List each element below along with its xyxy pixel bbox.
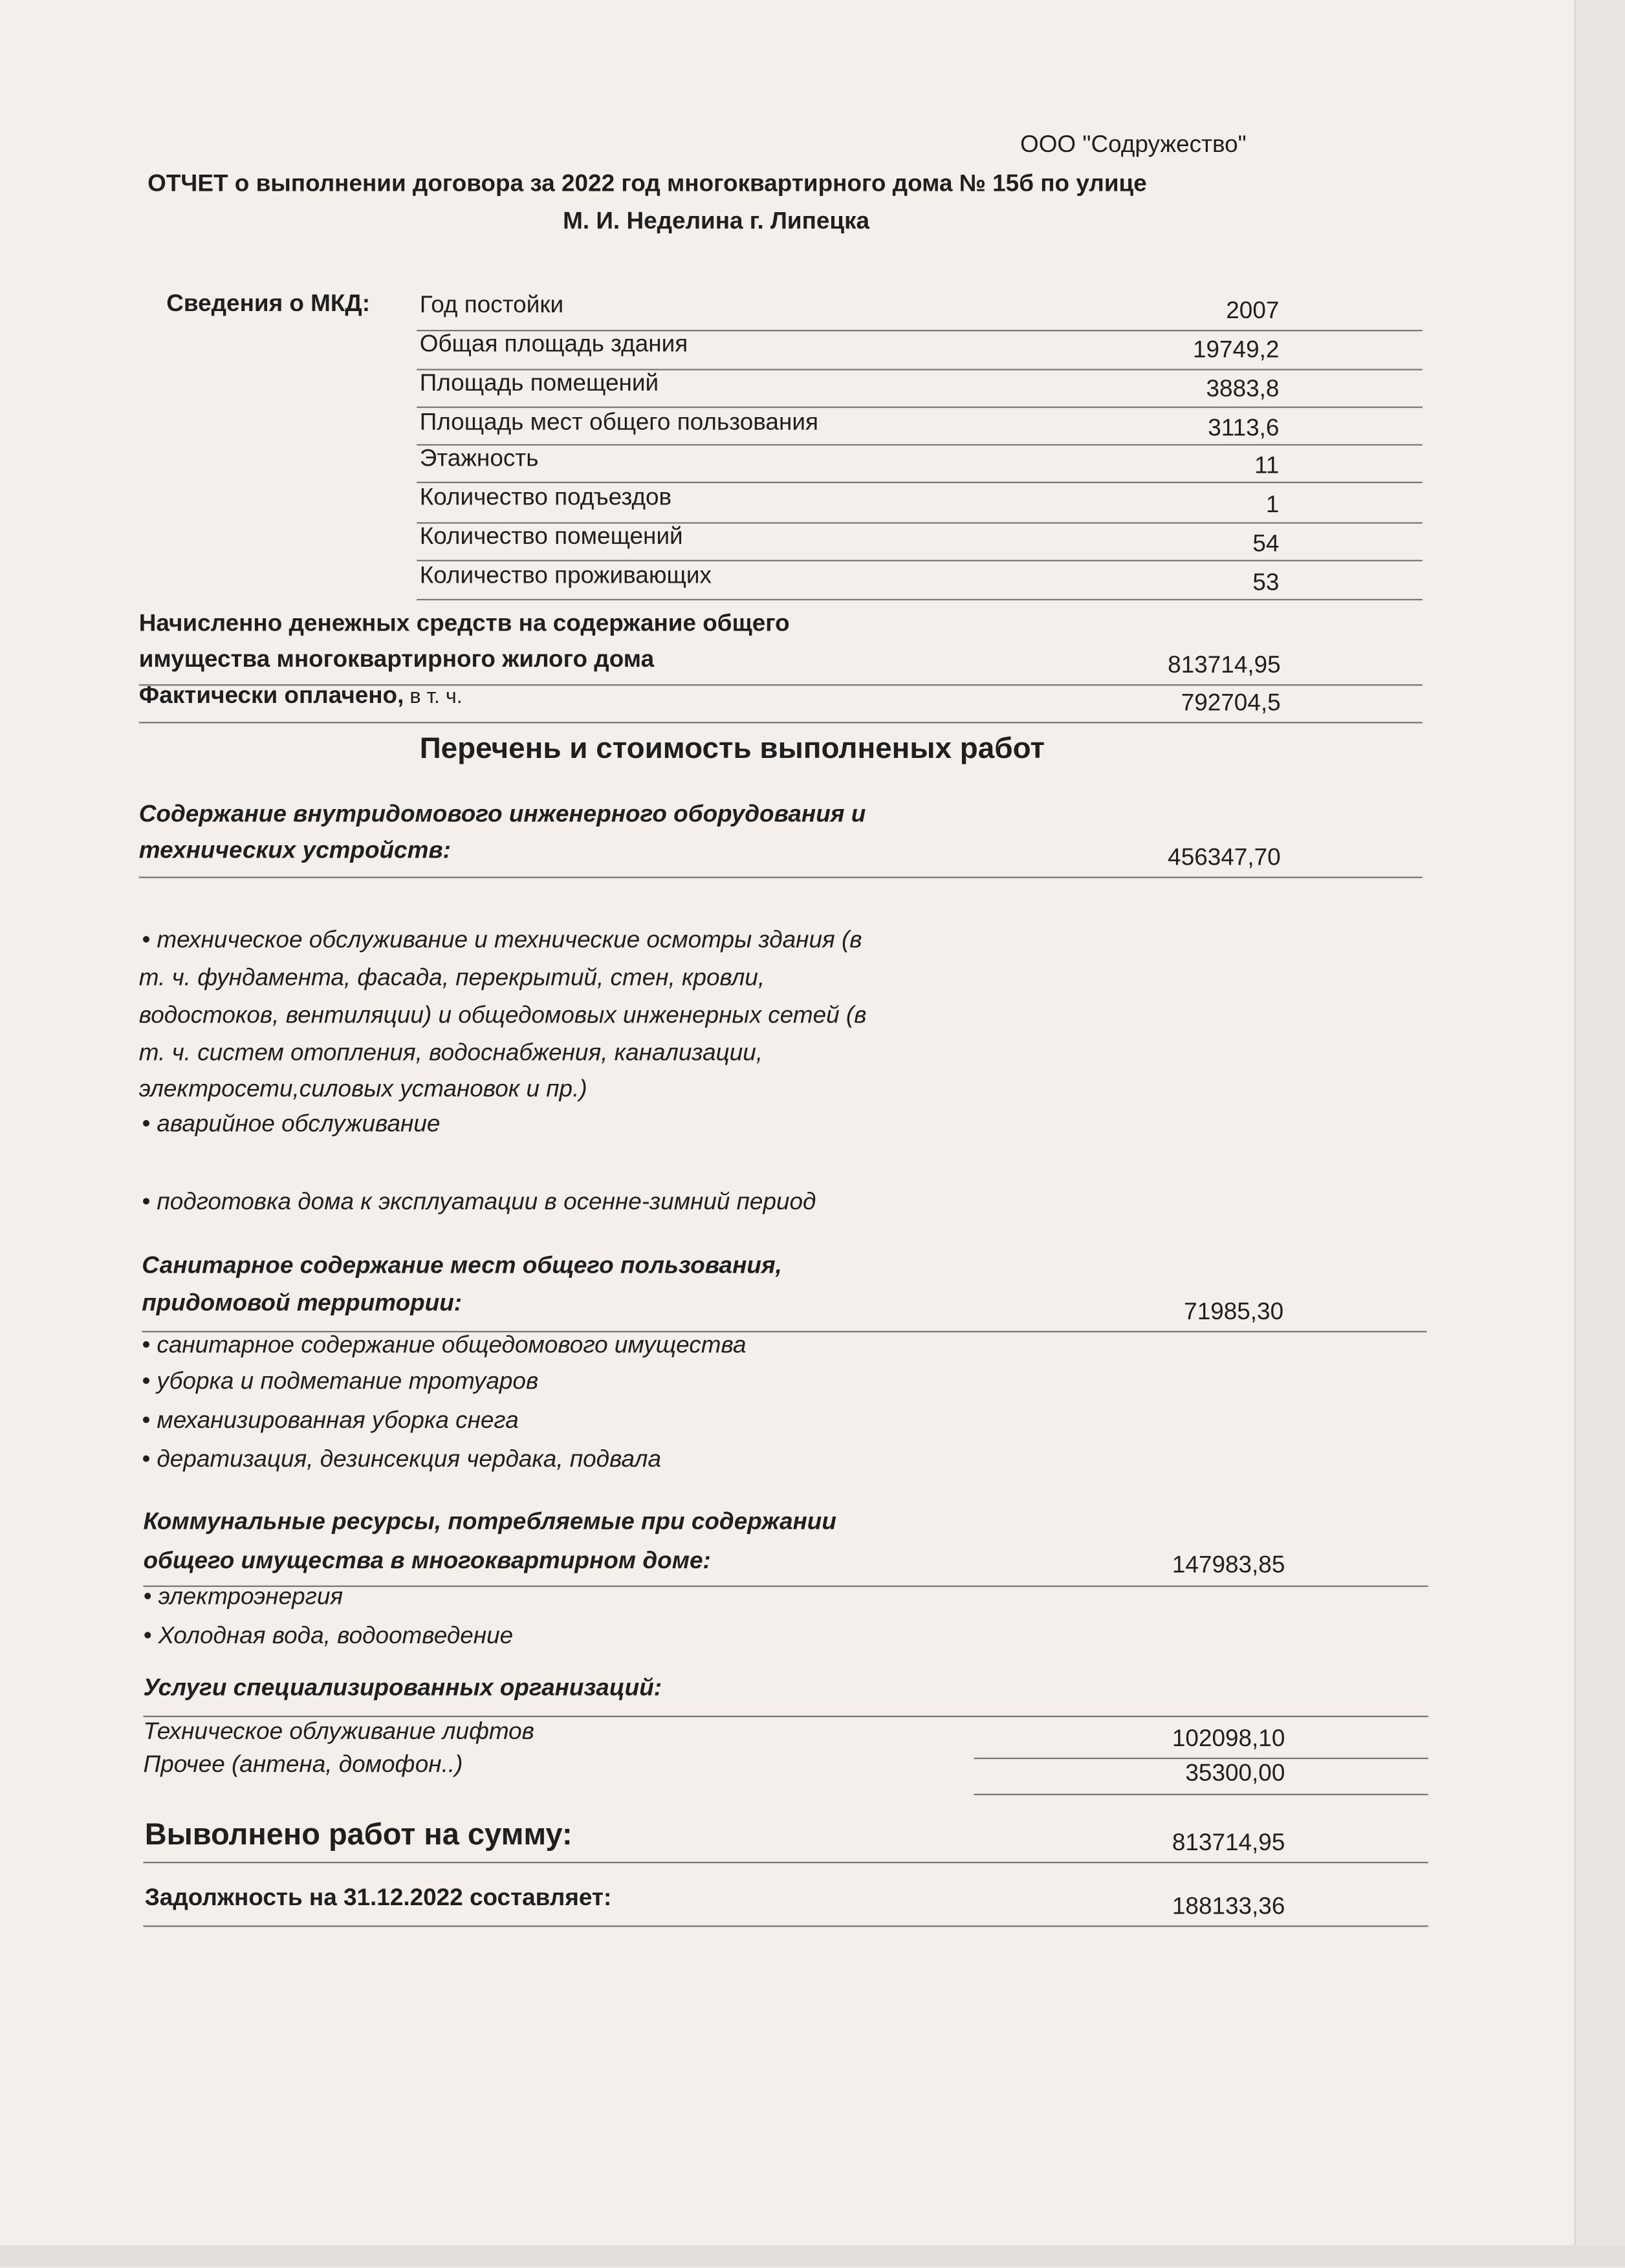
engineering-item-line: водостоков, вентиляции) и общедомовых инженерных сетей (в (138, 1002, 867, 1029)
engineering-title: Содержание внутридомового инженерного оборудования и (138, 801, 866, 828)
mkd-row-value: 54 (1252, 530, 1280, 557)
report-title: ОТЧЕТ о выполнении договора за 2022 год многоквартирного дома № 15б по улице (147, 170, 1147, 197)
utilities-item: • Холодная вода, водоотведение (143, 1623, 514, 1650)
engineering-item: • техническое обслуживание и технические осмотры здания (в (142, 927, 862, 954)
mkd-row-value: 3883,8 (1206, 376, 1280, 402)
utilities-item: • электроэнергия (143, 1584, 344, 1610)
sanitary-title-line2: придомовой территории: (142, 1290, 463, 1317)
utilities-title-line2: общего имущества в многоквартирном доме: (143, 1548, 711, 1574)
other-services-label: Прочее (антена, домофон..) (143, 1751, 463, 1778)
mkd-row-value: 19749,2 (1192, 337, 1280, 363)
mkd-row-label: Количество проживающих (419, 563, 712, 589)
mkd-row-label: Площадь помещений (419, 370, 659, 396)
mkd-row-label: Площадь мест общего пользования (419, 409, 818, 436)
lifts-label: Техническое облуживание лифтов (143, 1718, 534, 1745)
accrued-value: 813714,95 (1168, 652, 1281, 679)
report-title-address: М. И. Неделина г. Липецка (563, 208, 870, 235)
engineering-item-line: электросети,силовых установок и пр.) (138, 1076, 587, 1103)
mkd-row-value: 1 (1265, 491, 1280, 518)
sanitary-item: • уборка и подметание тротуаров (142, 1368, 539, 1395)
total-label: Выволнено работ на сумму: (144, 1818, 573, 1852)
mkd-row-value: 11 (1254, 453, 1280, 479)
engineering-value: 456347,70 (1168, 845, 1281, 871)
debt-label: Задолжность на 31.12.2022 составляет: (144, 1885, 612, 1911)
mkd-row-value: 3113,6 (1208, 415, 1280, 442)
debt-value: 188133,36 (1172, 1894, 1285, 1920)
sanitary-item: • механизированная уборка снега (142, 1407, 519, 1434)
mkd-row-label: Количество подъездов (419, 484, 672, 511)
mkd-row-value: 53 (1252, 570, 1280, 596)
engineering-title-line2: технических устройств: (138, 837, 452, 864)
engineering-item: • подготовка дома к эксплуатации в осенне-зимний период (142, 1189, 816, 1215)
mkd-row-value: 2007 (1226, 297, 1280, 325)
special-title: Услуги специализированных организаций: (143, 1675, 662, 1701)
lifts-value: 102098,10 (1172, 1725, 1285, 1752)
engineering-item: • аварийное обслуживание (142, 1110, 441, 1138)
engineering-item-line: т. ч. фундамента, фасада, перекрытий, стен, кровли, (138, 965, 765, 991)
sanitary-title: Санитарное содержание мест общего пользования, (142, 1253, 782, 1279)
scan-edge (1575, 0, 1625, 2267)
utilities-value: 147983,85 (1172, 1552, 1285, 1579)
total-value: 813714,95 (1172, 1830, 1285, 1856)
sanitary-item: • санитарное содержание общедомового имущества (142, 1332, 747, 1359)
scan-bottom-edge (0, 2245, 1625, 2267)
paid-label: Фактически оплачено, в т. ч. (138, 682, 463, 709)
works-heading: Перечень и стоимость выполненых работ (419, 731, 1045, 766)
mkd-row-label: Этажность (419, 445, 539, 472)
accrued-label: Начисленно денежных средств на содержание общего (138, 610, 790, 637)
mkd-row-label: Количество помещений (419, 523, 683, 550)
mkd-row-label: Общая площадь здания (419, 331, 688, 358)
other-services-value: 35300,00 (1185, 1760, 1285, 1787)
utilities-title: Коммунальные ресурсы, потребляемые при содержании (143, 1509, 836, 1535)
sanitary-item: • дератизация, дезинсекция чердака, подвала (142, 1446, 661, 1473)
mkd-label: Сведения о МКД: (166, 290, 371, 317)
sanitary-value: 71985,30 (1184, 1299, 1284, 1326)
accrued-label-line2: имущества многоквартирного жилого дома (138, 646, 655, 673)
company-name: ООО "Содружество" (1020, 131, 1247, 158)
paid-value: 792704,5 (1181, 690, 1281, 717)
engineering-item-line: т. ч. систем отопления, водоснабжения, канализации, (138, 1040, 763, 1066)
mkd-row-label: Год постойки (419, 292, 564, 319)
